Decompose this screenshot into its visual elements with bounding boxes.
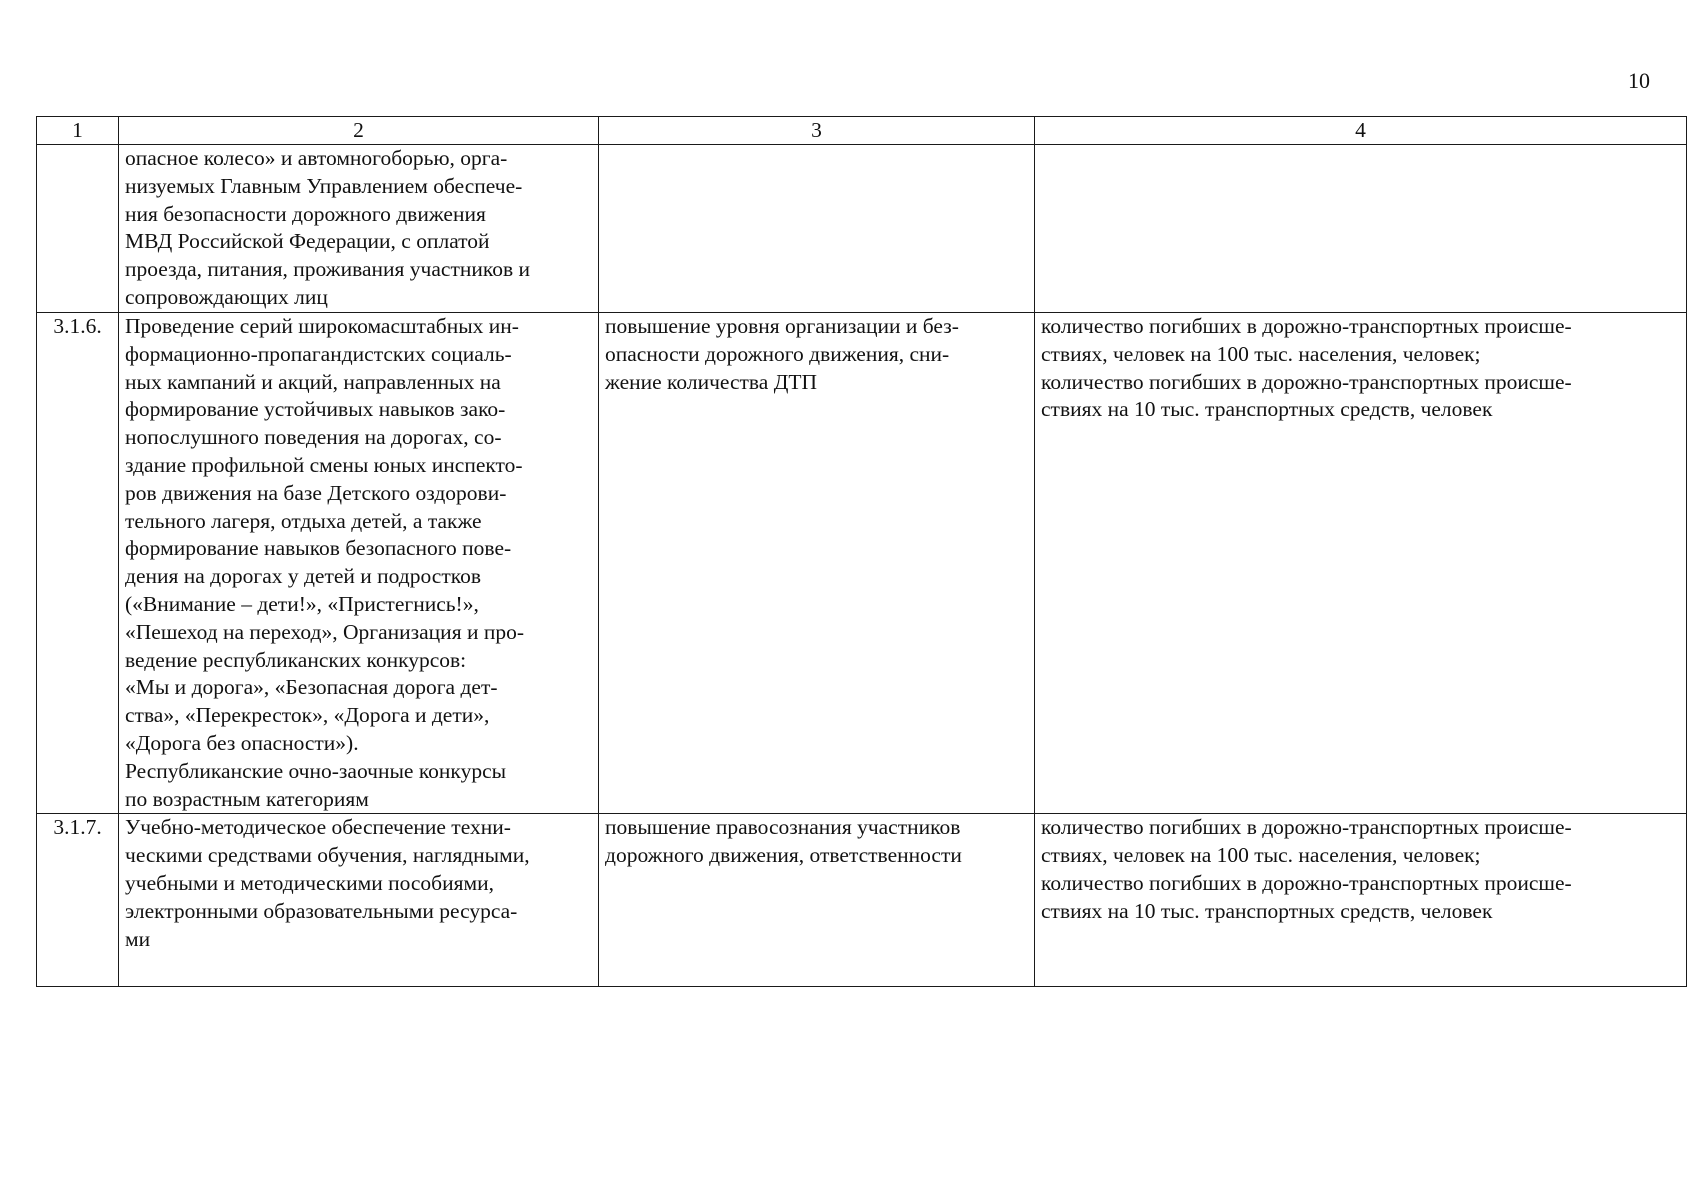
item-number-cell: 3.1.6. <box>37 313 119 814</box>
activity-line: «Пешеход на переход», Организация и про- <box>125 619 524 644</box>
column-number-3: 3 <box>599 117 1035 145</box>
result-line: опасности дорожного движения, сни- <box>605 341 950 366</box>
activity-line: Проведение серий широкомасштабных ин- <box>125 314 519 338</box>
column-number-header-row <box>37 117 1687 145</box>
indicator-cell <box>1035 145 1687 313</box>
activity-cell <box>119 145 599 313</box>
table-row <box>37 145 1687 313</box>
activity-line: электронными образовательными ресурса- <box>125 898 518 923</box>
indicator-line: ствиях, человек на 100 тыс. населения, человек; <box>1041 843 1481 868</box>
column-number-2: 2 <box>119 117 599 145</box>
activity-line: ства», «Перекресток», «Дорога и дети», <box>125 703 490 728</box>
activity-line: здание профильной смены юных инспекто- <box>125 452 523 477</box>
column-number-4: 4 <box>1035 117 1687 145</box>
page-number: 10 <box>1628 68 1650 93</box>
activity-line: «Дорога без опасности»). <box>125 730 359 755</box>
indicator-line: количество погибших в дорожно-транспортных происше- <box>1041 314 1572 338</box>
activity-line: низуемых Главным Управлением обеспече- <box>125 173 523 198</box>
indicator-line: ствиях, человек на 100 тыс. населения, человек; <box>1041 341 1481 366</box>
indicator-line: количество погибших в дорожно-транспортных происше- <box>1041 369 1572 394</box>
expected-result-cell <box>599 313 1035 814</box>
activity-line: ров движения на базе Детского оздорови- <box>125 480 507 505</box>
activity-line: проезда, питания, проживания участников и <box>125 257 530 282</box>
activity-line: учебными и методическими пособиями, <box>125 870 494 895</box>
activity-line: дения на дорогах у детей и подростков <box>125 564 481 589</box>
activity-line: МВД Российской Федерации, с оплатой <box>125 229 490 254</box>
activity-line: формационно-пропагандистских социаль- <box>125 341 512 366</box>
indicator-line: ствиях на 10 тыс. транспортных средств, человек <box>1041 898 1493 923</box>
activity-line: ведение республиканских конкурсов: <box>125 647 467 672</box>
activity-line: («Внимание – дети!», «Пристегнись!», <box>125 591 479 616</box>
activity-line: Республиканские очно-заочные конкурсы <box>125 758 507 783</box>
activity-line: ных кампаний и акций, направленных на <box>125 369 501 394</box>
activity-line: сопровождающих лиц <box>125 284 328 309</box>
program-activities-table <box>36 116 1687 987</box>
result-line: дорожного движения, ответственности <box>605 843 962 868</box>
table-row <box>37 814 1687 987</box>
indicator-line: количество погибших в дорожно-транспортных происше- <box>1041 815 1572 840</box>
activity-line: опасное колесо» и автомногоборью, орга- <box>125 146 508 170</box>
activity-cell <box>119 313 599 814</box>
column-number-1: 1 <box>37 117 119 145</box>
activity-line: ми <box>125 926 151 951</box>
item-number-cell: 3.1.7. <box>37 814 119 987</box>
activity-line: формирование устойчивых навыков зако- <box>125 397 506 422</box>
activity-line: ческими средствами обучения, наглядными, <box>125 843 530 868</box>
indicator-line: количество погибших в дорожно-транспортных происше- <box>1041 870 1572 895</box>
indicator-cell <box>1035 814 1687 987</box>
result-line: жение количества ДТП <box>605 369 818 394</box>
expected-result-cell <box>599 145 1035 313</box>
activity-line: тельного лагеря, отдыха детей, а также <box>125 508 482 533</box>
activity-line: по возрастным категориям <box>125 786 369 811</box>
indicator-line: ствиях на 10 тыс. транспортных средств, человек <box>1041 397 1493 422</box>
activity-line: «Мы и дорога», «Безопасная дорога дет- <box>125 675 498 700</box>
table-row <box>37 313 1687 814</box>
activity-line: Учебно-методическое обеспечение техни- <box>125 815 511 840</box>
item-number-cell <box>37 145 119 313</box>
indicator-cell <box>1035 313 1687 814</box>
activity-cell <box>119 814 599 987</box>
activity-line: формирование навыков безопасного пове- <box>125 536 512 561</box>
result-line: повышение правосознания участников <box>605 815 961 840</box>
activity-line: ния безопасности дорожного движения <box>125 201 486 226</box>
result-line: повышение уровня организации и без- <box>605 314 959 338</box>
activity-line: нопослушного поведения на дорогах, со- <box>125 425 502 450</box>
expected-result-cell <box>599 814 1035 987</box>
